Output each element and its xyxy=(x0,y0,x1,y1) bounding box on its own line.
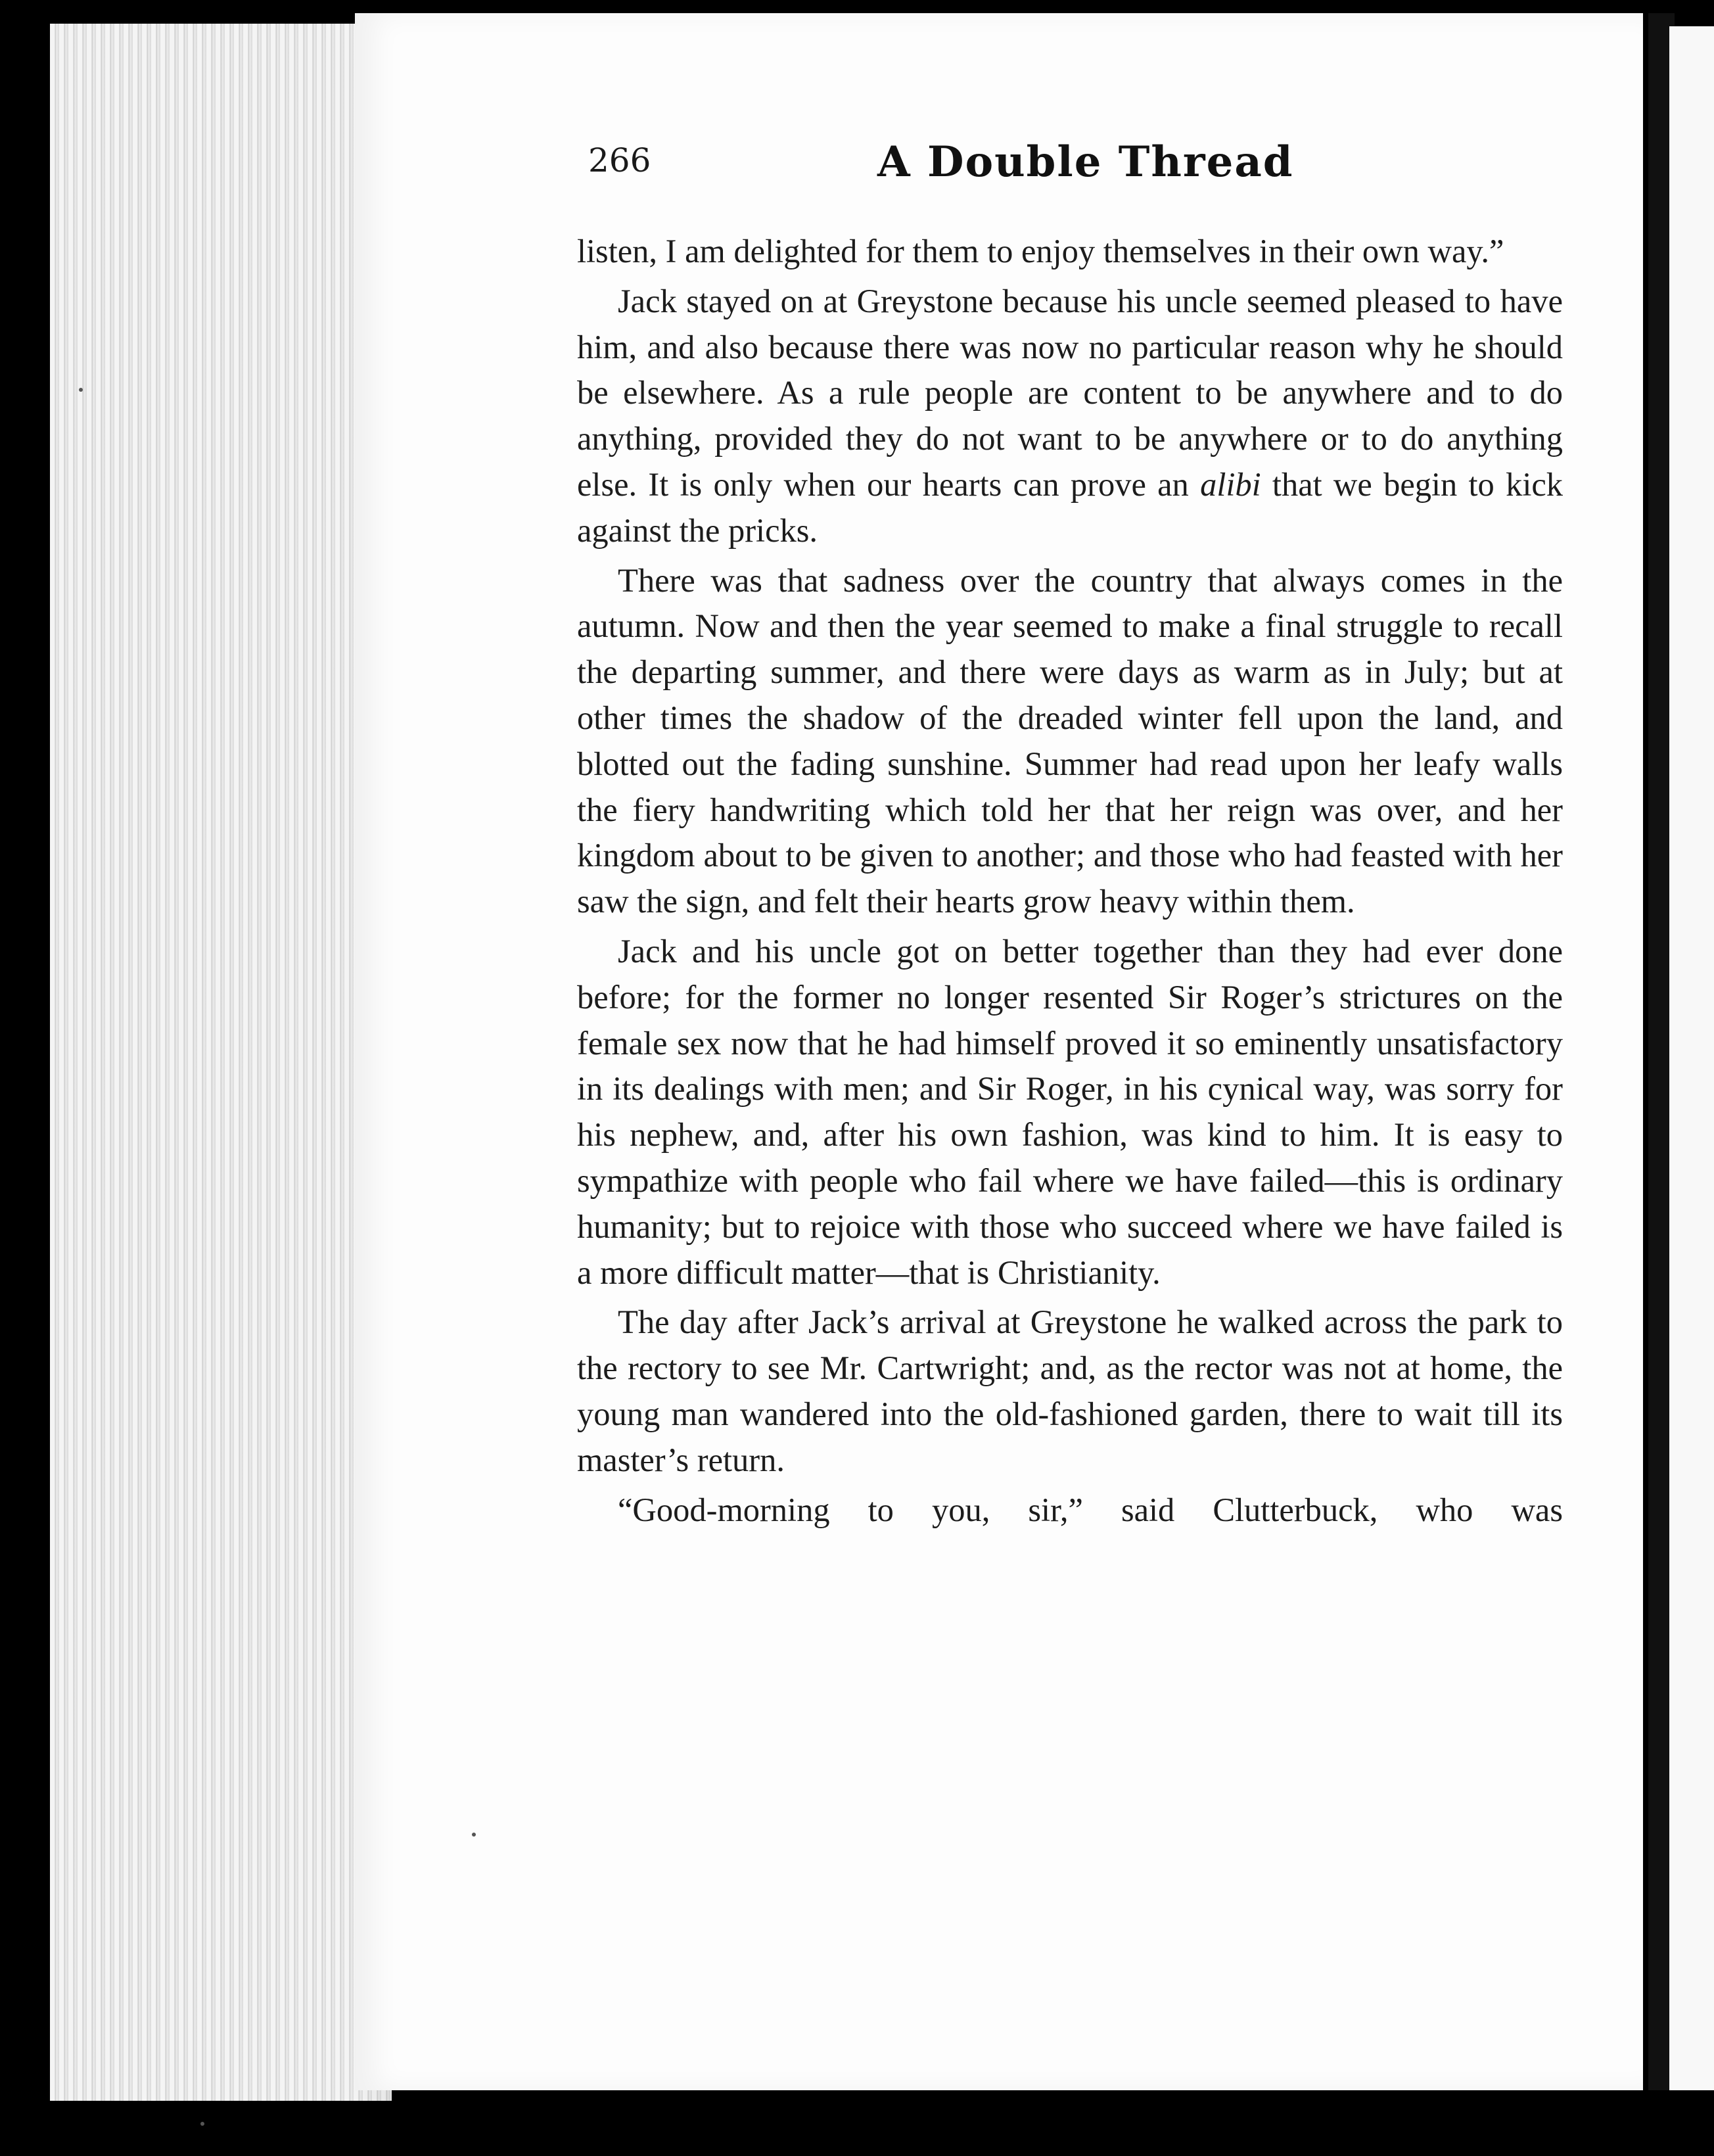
paragraph-text: Jack stayed on at Greystone because his uncle seemed pleased to have him, and also because there was now no particular reason why he should be elsewhere. As a rule people are content to be anywhere and to do anything, provided they do not want to be anywhere or to do anything else. It is only when our hearts can prove an xyxy=(577,282,1563,503)
paragraph-text: Jack and his uncle got on better together than they had ever done before; for the former no longer resented Sir Roger’s strictures on the female sex now that he had himself proved it so eminently unsatisfactory in its dealings with men; and Sir Roger, in his cynical way, was sorry for his nephew, and, after his own fashion, was kind to him. It is easy to sympathize with people who fail where we have failed—this is ordinary humanity; but to rejoice with those who succeed where we have failed is a more difficult matter—that is Christianity. xyxy=(577,932,1563,1291)
paragraph xyxy=(577,1300,1563,1483)
paragraph-text: The day after Jack’s arrival at Greystone he walked across the park to the rectory to see Mr. Cartwright; and, as the rector was not at home, the young man wandered into the old-fashioned garden, there to wait till its master’s return. xyxy=(577,1303,1563,1478)
paragraph-text: that we begin to kick against the pricks. xyxy=(577,465,1563,549)
dust-speck xyxy=(472,1833,476,1837)
page-edges xyxy=(50,24,392,2101)
page-header xyxy=(588,137,1561,200)
paragraph xyxy=(577,1488,1563,1534)
dust-speck xyxy=(200,2122,204,2126)
page-number: 266 xyxy=(588,141,651,179)
italic-word: alibi xyxy=(1200,465,1261,503)
paragraph xyxy=(577,558,1563,925)
paragraph xyxy=(577,929,1563,1296)
paragraph-text: “Good-morning to you, sir,” said Clutterbuck, who was xyxy=(618,1491,1563,1528)
dust-speck xyxy=(79,388,83,392)
paragraph-text: listen, I am delighted for them to enjoy themselves in their own way.” xyxy=(577,233,1504,270)
paragraph xyxy=(577,279,1563,554)
next-page-edge xyxy=(1669,26,1714,2090)
running-title: A Double Thread xyxy=(877,137,1294,187)
paragraph xyxy=(577,229,1563,275)
paragraph-text: There was that sadness over the country that always comes in the autumn. Now and then the year seemed to make a final struggle to recall the departing summer, and there were days as warm as in July; but at other times the shadow of the dreaded winter fell upon the land, and blotted out the fading sunshine. Summer had read upon her leafy walls the fiery handwriting which told her that her reign was over, and her kingdom about to be given to another; and those who had feasted with her saw the sign, and felt their hearts grow heavy within them. xyxy=(577,561,1563,920)
body-text xyxy=(577,229,1563,1537)
